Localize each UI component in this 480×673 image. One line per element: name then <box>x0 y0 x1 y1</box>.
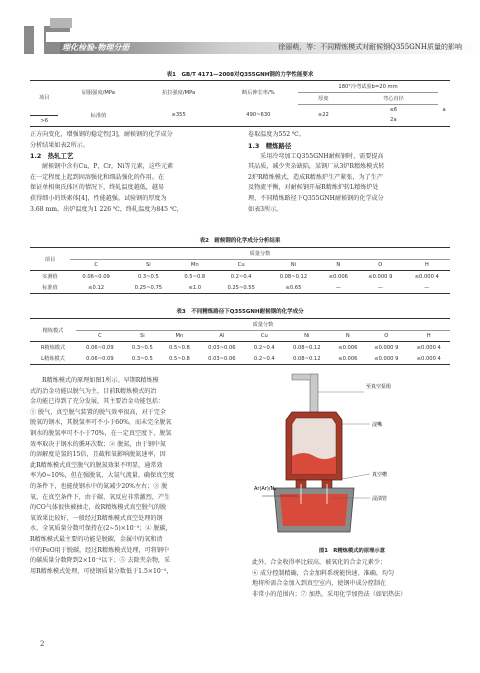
table-cell: 0.5~0.8 <box>169 355 190 362</box>
para-line: 采用冷弯加工Q355GNH耐候钢时，需要提高 <box>260 152 384 160</box>
t1-row-label: 标准值 <box>58 105 138 127</box>
table-cell: 0.08~0.12 <box>279 273 308 280</box>
table-cell: ≤0.000 9 <box>368 273 393 280</box>
table-cell: 0.08~0.12 <box>293 344 321 351</box>
section-heading-1-2: 1.2 热轧工艺 <box>30 152 74 161</box>
table3-h-element: Ni <box>304 333 310 339</box>
body-left-column <box>30 376 238 577</box>
table3 <box>30 318 450 365</box>
label-vacuum-pump: 至真空泵组 <box>366 384 392 390</box>
para-line: R精炼模式的原理如图1所示。早期R精炼模 <box>42 377 159 384</box>
para-line: 3.68 mm，出炉温度为1 226 ℃，终轧温度为845 ℃， <box>30 205 183 213</box>
para-line: 氧，在真空条件下，由于碳、氧反应非常激烈，产生 <box>30 493 171 501</box>
table3-caption: 表3 不同精炼路径下Q355GNH耐候钢的化学成分 <box>176 309 304 315</box>
para-line: 耐候钢中含有Cu，P，Cr，Ni等元素，这些元素 <box>42 163 174 171</box>
para-line: ⑥ 成分控制精确，合金加料系统能快速、准确、均匀 <box>252 569 395 577</box>
para-line: 的CO气体很快被抽走，故R精炼模式真空脱气的脱 <box>30 504 167 512</box>
table-cell: 0.03~0.06 <box>208 344 236 351</box>
para-line: 其品质，减少夹杂缺陷，某钢厂从3炉R精炼模式转 <box>248 163 385 171</box>
table3-h-element: H <box>426 333 431 339</box>
table-row <box>30 342 450 354</box>
table2-h-element: H <box>424 262 429 268</box>
para-line: 效率取决于钢水的循环次数；② 脱氮，由于钢中氮 <box>30 440 166 448</box>
para-line: 2炉R精炼模式，造成R精炼炉生产紧张，为了生产 <box>248 173 383 181</box>
section-heading-1-3: 1.3 精炼路径 <box>248 141 292 150</box>
table-cell: 0.2~0.4 <box>253 344 275 351</box>
t1-h-thick: 厚度 <box>298 93 349 105</box>
para-line: 非常小的范围内；⑦ 加热，采用化学加热法（如铝热法） <box>252 590 407 598</box>
table2-h-element: O <box>378 262 383 268</box>
para-line: 的碳质量分数降到2×10⁻⁵以下；⑤ 去除夹杂物，采 <box>30 557 171 565</box>
t1-h-tensile: 抗拉强度/MPa <box>162 90 196 97</box>
table-cell: ≤1.0 <box>188 284 202 291</box>
table-cell: ≤0.12 <box>88 284 105 291</box>
t1-h-bend: 180°冷弯试验b=20 mm <box>298 81 438 93</box>
para-line: 金功能已得到了充分发展，其主要冶金功能包括： <box>30 398 165 406</box>
t1-elong: ≥22 <box>298 105 349 127</box>
label-argon: Ar(Ar)/N₂ <box>254 486 277 492</box>
table-cell: 0.2~0.4 <box>230 273 252 280</box>
right-top-text <box>248 130 452 215</box>
para-line: 脱氧的钢水，其脱氢率可不小于60%，而未完全脱氧 <box>30 419 172 427</box>
vacuum-pipe <box>310 374 318 414</box>
para-line: 钢水的脱氢率可不小于70%，在一定真空度下，脱氢 <box>30 429 172 437</box>
t1-thick1: ≤6 <box>389 107 398 113</box>
t1-h-item: 项目 <box>30 81 58 116</box>
molten-steel-ladle <box>280 494 348 526</box>
para-line: 分析结果如表2所示。 <box>30 141 89 149</box>
page-number: 2 <box>40 640 45 648</box>
t3-h-item: 精炼模式 <box>30 319 76 342</box>
table-row <box>30 282 450 294</box>
t1-h-dia: 弯心直径 <box>349 93 438 105</box>
para-line: 率为0~10%，但在强脱氧、大氩气流量、确保真空度 <box>30 472 175 480</box>
table-cell: — <box>377 284 383 291</box>
para-line: 此R精炼模式真空脱气的脱氮效果不明显，通常效 <box>30 461 163 469</box>
table-cell: ≤0.000 4 <box>416 355 441 362</box>
para-line: ① 脱气，真空脱气装置的脱气效率很高，对于完全 <box>30 408 166 416</box>
table-cell: ≤0.000 9 <box>374 344 399 351</box>
para-line: 此外，合金收得率比较高，被氧化的合金元素少； <box>252 559 387 566</box>
table-cell: 0.25~0.55 <box>227 284 255 291</box>
para-line: 的溶解度是氢的15倍，且截和氧影响脱氮速率，因 <box>30 451 166 459</box>
table-cell: 0.06~0.09 <box>82 273 110 280</box>
left-top-text <box>30 130 232 215</box>
table-cell: 0.06~0.09 <box>86 355 114 362</box>
para-line: 式的冶金功能以脱气为主，目前R精炼模式的冶 <box>30 387 157 395</box>
table3-h-element: N <box>345 333 350 339</box>
para-line: 及物流平衡，对耐候钢开展R精炼炉转L精炼炉处 <box>248 184 379 192</box>
t1-thick2: >6 <box>40 117 48 124</box>
t3-h-mass: 质量分数 <box>76 319 450 331</box>
t2-h-mass: 质量分数 <box>70 248 450 260</box>
label-vacuum-chamber: 真空槽 <box>372 472 388 478</box>
table-cell: 0.2~0.4 <box>253 355 275 362</box>
table-cell: 0.25~0.75 <box>134 284 163 291</box>
para-line: 理，不同精炼路径下Q355GNH耐候钢的化学成分 <box>248 194 384 202</box>
table-cell: — <box>335 284 341 291</box>
figure-1-diagram <box>252 372 452 540</box>
table-cell: ≤0.000 4 <box>416 344 441 351</box>
table3-h-element: C <box>98 333 102 339</box>
journal-logo <box>20 18 82 62</box>
table-row <box>30 271 450 283</box>
table3-h-element: Al <box>219 333 225 339</box>
para-line: 地将所需合金加入到真空室内，使钢中成分控制在 <box>252 580 387 588</box>
table-cell: 0.3~0.5 <box>131 344 153 351</box>
running-title: 徐丽萌，等：不同精炼模式对耐候钢Q355GNH质量的影响 <box>278 43 462 51</box>
t1-yield: ≥355 <box>139 105 219 127</box>
table-cell: 0.3~0.5 <box>131 355 153 362</box>
para-line: R精炼模式最主要的功能是脱碳，金属中的氧和渣 <box>30 535 163 543</box>
t1-dia1: a <box>442 106 446 113</box>
figure-1-caption: 图1 R精炼模式的原理示意 <box>318 548 386 554</box>
table2-h-element: C <box>94 262 98 268</box>
table2-h-element: Mn <box>190 262 199 268</box>
para-line: 在一定程度上起到固溶强化和细晶强化的作用。在 <box>30 173 165 181</box>
para-line: 保证单相奥氏体区的情况下，终轧温度越低，越易 <box>30 184 165 192</box>
para-line: 的条件下，也能使钢水中的氮减少20%左右；③ 脱 <box>30 482 168 490</box>
table-cell: 0.5~0.8 <box>169 344 190 351</box>
table2-caption: 表2 耐候钢的化学成分分析结果 <box>199 238 281 244</box>
t1-tensile: 490~630 <box>219 105 298 127</box>
table-cell: 0.06~0.09 <box>86 344 114 351</box>
table-cell: 0.5~0.8 <box>184 273 206 280</box>
table2-h-element: N <box>336 262 341 268</box>
para-line: 获得细小的铁素体[4]，性能越强。试验钢的厚度为 <box>30 194 167 202</box>
table3-h-element: Cu <box>260 333 268 339</box>
table-cell: ≤0.006 <box>338 344 358 351</box>
t2-h-item: 项目 <box>30 248 70 271</box>
table3-h-element: O <box>384 333 389 339</box>
table-cell: ≤0.006 <box>338 355 358 362</box>
table-cell: — <box>424 284 430 291</box>
para-line: 如表3所示。 <box>248 205 283 213</box>
table-cell: 0.3~0.5 <box>137 273 159 280</box>
table3-h-element: Si <box>139 333 145 339</box>
row-label: R精炼模式 <box>40 345 66 351</box>
table-row <box>30 353 450 365</box>
table-cell: 0.08~0.12 <box>293 355 321 362</box>
label-dip-pipe: 浸嘴 <box>372 422 383 428</box>
table-cell: 0.03~0.06 <box>208 355 236 362</box>
row-label: 标准值 <box>42 285 58 291</box>
table2-h-element: Ni <box>290 262 297 268</box>
table-cell: ≤0.65 <box>285 284 302 291</box>
t1-h-yield: 屈服强度/MPa <box>81 90 115 97</box>
label-ladle: 浸渍管 <box>372 496 388 502</box>
journal-name: 理化检验-物理分册 <box>62 43 130 52</box>
para-line: 正方向变化，增强钢的稳定性[3]，耐候钢的化学成分 <box>30 131 173 138</box>
t1-dia2: 2a <box>390 117 397 124</box>
table1 <box>30 80 450 127</box>
body-right-column <box>252 558 456 600</box>
table2-h-element: Si <box>146 262 151 268</box>
row-label: L精炼模式 <box>41 356 65 362</box>
para-line: 氧效果比较好，一般经过R精炼模式真空处理的钢 <box>30 514 163 522</box>
row-label: 实测值 <box>42 274 58 280</box>
table3-h-element: Mn <box>175 333 184 339</box>
para-line: 用R精炼模式处理，可使钢质量分数低于1.5×10⁻⁵， <box>30 567 173 575</box>
para-line: 卷取温度为552 ℃。 <box>248 131 305 138</box>
t1-h-elong: 断后伸长率/% <box>242 90 275 97</box>
table-cell: ≤0.000 4 <box>414 273 439 280</box>
para-line: 水，全氧质量分数可保持在(2~5)×10⁻⁵；④ 脱碳， <box>30 525 172 533</box>
table-cell: ≤0.006 <box>328 273 348 280</box>
table2-h-element: Cu <box>237 262 245 268</box>
para-line: 中的FeO用于脱碳，经过R精炼模式处理，可将钢中 <box>30 546 169 554</box>
table1-caption: 表1 GB/T 4171—2008对Q355GNH钢的力学性能要求 <box>166 72 314 78</box>
table2 <box>30 247 450 294</box>
table-cell: ≤0.000 9 <box>374 355 399 362</box>
